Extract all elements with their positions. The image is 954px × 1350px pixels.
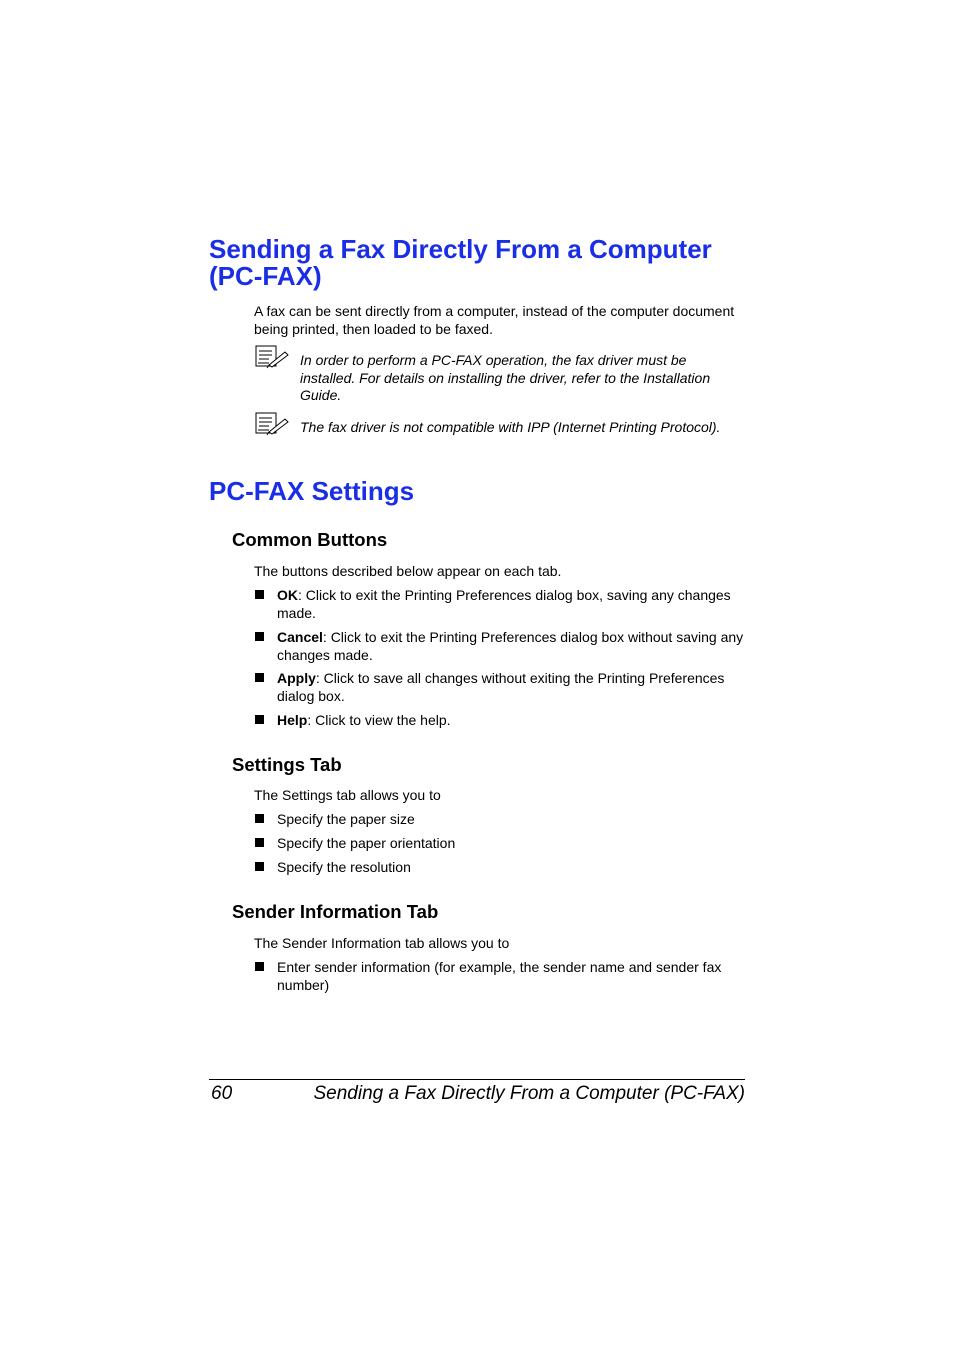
note-pencil-icon bbox=[255, 412, 289, 436]
bullet-square-icon bbox=[255, 862, 264, 871]
subsection-heading: Settings Tab bbox=[232, 754, 342, 775]
bullet-square-icon bbox=[255, 838, 264, 847]
list-desc: : Click to save all changes without exiting the Printing Preferences dialog box. bbox=[277, 670, 725, 704]
bullet-square-icon bbox=[255, 715, 264, 724]
sender-tab-list bbox=[254, 958, 754, 994]
list-text: Specify the paper orientation bbox=[277, 835, 456, 851]
bullet-square-icon bbox=[255, 814, 264, 823]
subsection-lead: The buttons described below appear on each tab. bbox=[254, 563, 562, 579]
common-buttons-list bbox=[254, 586, 754, 729]
list-item bbox=[254, 858, 754, 876]
footer-running-title: Sending a Fax Directly From a Computer (PC-FAX) bbox=[313, 1083, 745, 1104]
bullet-square-icon bbox=[255, 962, 264, 971]
subsection-lead: The Settings tab allows you to bbox=[254, 787, 441, 803]
list-item bbox=[254, 958, 754, 994]
bullet-square-icon bbox=[255, 632, 264, 641]
page-number: 60 bbox=[211, 1083, 233, 1104]
list-text: Enter sender information (for example, the sender name and sender fax number) bbox=[277, 959, 722, 993]
list-desc: : Click to exit the Printing Preferences dialog box without saving any changes made. bbox=[277, 629, 744, 663]
list-term: Help bbox=[277, 712, 308, 728]
list-item bbox=[254, 834, 754, 852]
page-title: Sending a Fax Directly From a Computer (PC-FAX) bbox=[209, 234, 712, 291]
list-term: Apply bbox=[277, 670, 316, 686]
list-term: Cancel bbox=[277, 629, 323, 645]
footer-divider bbox=[209, 1079, 745, 1080]
bullet-square-icon bbox=[255, 673, 264, 682]
note-text: The fax driver is not compatible with IPP (Internet Printing Protocol). bbox=[300, 419, 721, 435]
list-item bbox=[254, 810, 754, 828]
subsection-lead: The Sender Information tab allows you to bbox=[254, 935, 510, 951]
list-item bbox=[254, 711, 754, 729]
settings-tab-list bbox=[254, 810, 754, 876]
section-title: PC-FAX Settings bbox=[209, 476, 415, 506]
note-pencil-icon bbox=[255, 345, 289, 369]
note-text: In order to perform a PC-FAX operation, the fax driver must be installed. For details on installing the driver, refer to the Installation Guide. bbox=[300, 352, 711, 403]
subsection-heading: Sender Information Tab bbox=[232, 901, 439, 922]
list-text: Specify the resolution bbox=[277, 859, 411, 875]
list-desc: : Click to exit the Printing Preferences dialog box, saving any changes made. bbox=[277, 587, 731, 621]
list-item bbox=[254, 586, 754, 622]
list-desc: : Click to view the help. bbox=[307, 712, 451, 728]
list-term: OK bbox=[277, 587, 298, 603]
subsection-heading: Common Buttons bbox=[232, 529, 388, 550]
list-text: Specify the paper size bbox=[277, 811, 415, 827]
intro-paragraph: A fax can be sent directly from a computer, instead of the computer document being printed, then loaded to be faxed. bbox=[254, 303, 735, 337]
list-item bbox=[254, 628, 754, 664]
list-item bbox=[254, 669, 754, 705]
bullet-square-icon bbox=[255, 590, 264, 599]
